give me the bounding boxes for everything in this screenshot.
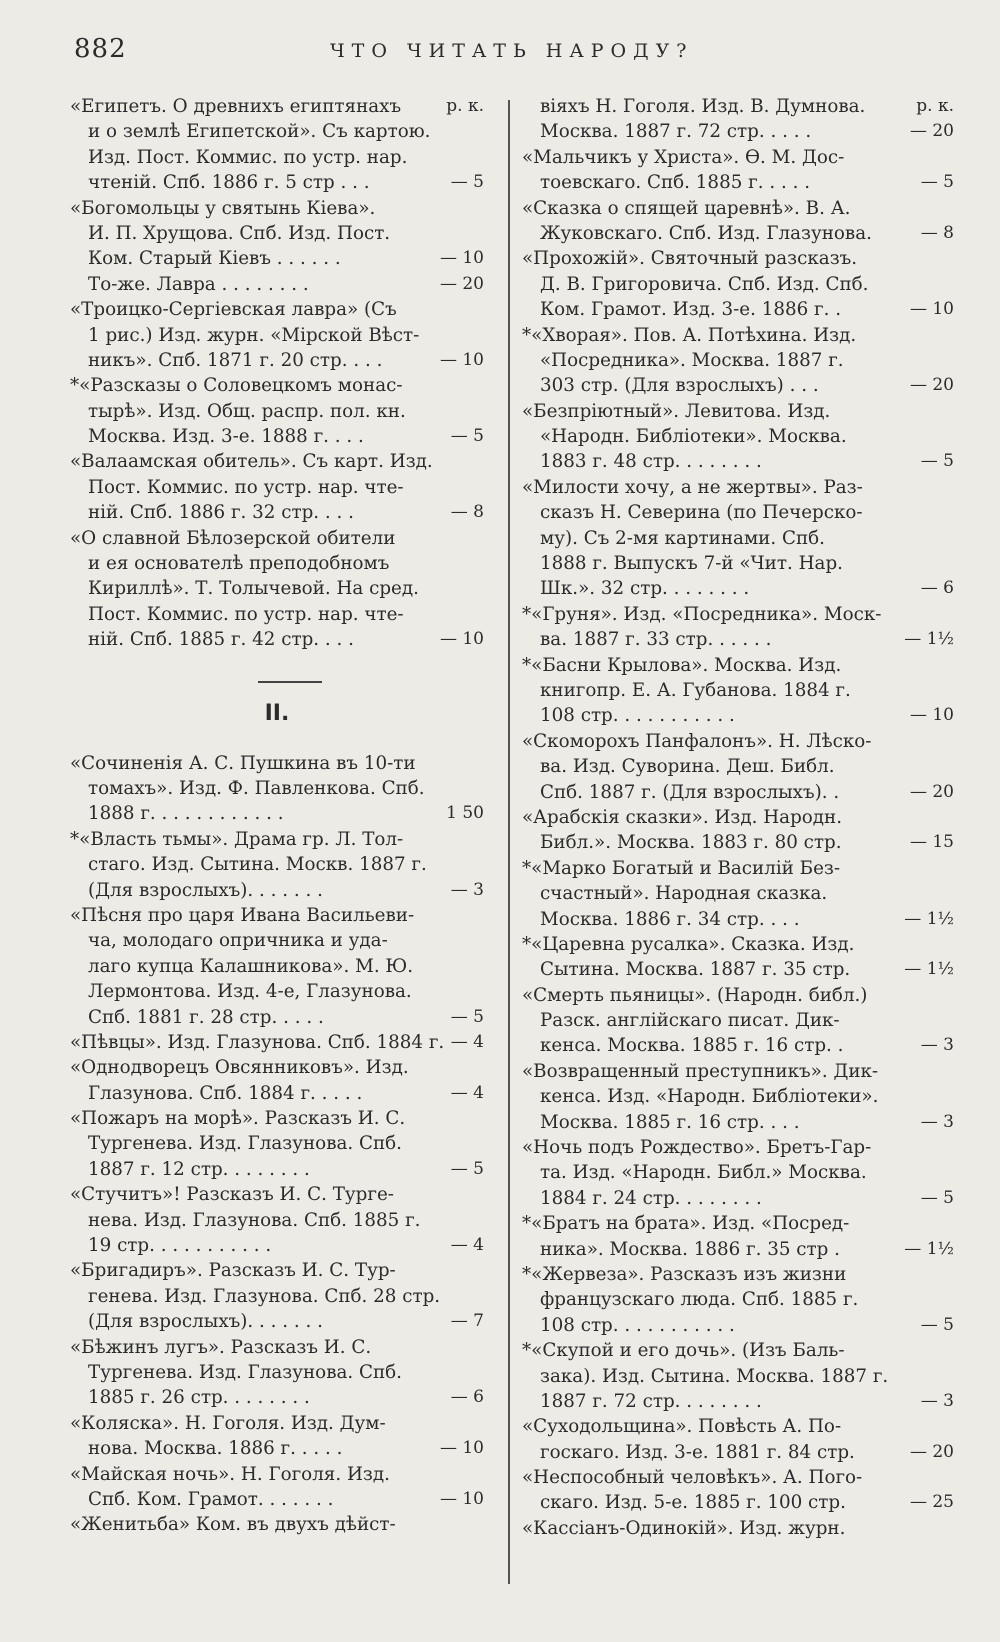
entry-text: *«Хворая». Пов. А. Потѣхина. Изд. — [522, 324, 857, 346]
catalog-line — [522, 754, 954, 779]
page-header — [0, 30, 1000, 74]
entry-text: «Милости хочу, а не жертвы». Раз- — [522, 476, 863, 498]
catalog-line — [522, 703, 954, 728]
catalog-line — [522, 1440, 954, 1465]
entry-text: «Мальчикъ у Христа». Ѳ. М. Дос- — [522, 146, 845, 168]
entry-price: — 6 — [450, 1387, 484, 1408]
entry-price: — 8 — [920, 222, 954, 243]
entry-text: «Народн. Библіотеки». Москва. — [540, 426, 847, 448]
catalog-line — [522, 805, 954, 830]
entry-text: томахъ». Изд. Ф. Павленкова. Спб. — [88, 777, 425, 799]
catalog-line — [70, 1233, 484, 1258]
entry-price: — 5 — [920, 172, 954, 193]
entry-price: — 5 — [450, 426, 484, 447]
catalog-line — [70, 323, 484, 348]
entry-text: Кириллѣ». Т. Толычевой. На сред. — [88, 578, 419, 600]
catalog-line — [522, 1135, 954, 1160]
catalog-line — [522, 145, 954, 170]
entry-price: — 3 — [920, 1035, 954, 1056]
entry-text: «Скоморохъ Панфалонъ». Н. Лѣско- — [522, 730, 872, 752]
entry-price: — 1½ — [904, 959, 954, 980]
catalog-line — [522, 881, 954, 906]
catalog-line — [522, 907, 954, 932]
entry-text: (Для взрослыхъ). . . . . . . — [88, 1311, 323, 1333]
catalog-line — [522, 272, 954, 297]
entry-text: Изд. Пост. Коммис. по устр. нар. — [88, 146, 408, 168]
entry-price: — 20 — [909, 121, 954, 142]
entry-text: «Посредника». Москва. 1887 г. — [540, 349, 844, 371]
entry-text: «Суходольщина». Повѣсть А. По- — [522, 1416, 842, 1438]
entry-price: — 20 — [909, 1441, 954, 1462]
entry-text: 1884 г. 24 стр. . . . . . . . — [540, 1187, 762, 1209]
entry-text: 1888 г. . . . . . . . . . . . — [88, 803, 284, 825]
catalog-line — [522, 196, 954, 221]
catalog-line — [70, 776, 484, 801]
left-column — [70, 94, 484, 1538]
catalog-line — [70, 1157, 484, 1182]
catalog-line — [522, 1211, 954, 1236]
entry-text: Ком. Старый Кіевъ . . . . . . — [88, 248, 341, 270]
entry-text: зака). Изд. Сытина. Москва. 1887 г. — [540, 1365, 889, 1387]
catalog-line — [70, 196, 484, 221]
catalog-line — [522, 246, 954, 271]
catalog-line — [70, 928, 484, 953]
catalog-line — [70, 576, 484, 601]
entry-text: «Троицко-Сергіевская лавра» (Съ — [70, 299, 397, 321]
entry-text: ника». Москва. 1886 г. 35 стр . — [540, 1238, 840, 1260]
entry-text: «Неспособный человѣкъ». А. Пого- — [522, 1467, 863, 1489]
running-title: ЧТО ЧИТАТЬ НАРОДУ? — [330, 40, 694, 62]
entry-price: — 10 — [909, 705, 954, 726]
catalog-line — [522, 1364, 954, 1389]
catalog-line — [70, 1335, 484, 1360]
entry-text: та. Изд. «Народн. Библ.» Москва. — [540, 1162, 867, 1184]
entry-price: — 1½ — [904, 629, 954, 650]
catalog-line — [70, 221, 484, 246]
entry-text: 19 стр. . . . . . . . . . . — [88, 1235, 272, 1257]
catalog-line — [522, 373, 954, 398]
entry-text: (Для взрослыхъ). . . . . . . — [88, 879, 323, 901]
entry-text: чтеній. Спб. 1886 г. 5 стр . . . — [88, 172, 370, 194]
entry-price: — 5 — [920, 451, 954, 472]
catalog-line — [522, 856, 954, 881]
catalog-line — [70, 1258, 484, 1283]
catalog-line — [70, 903, 484, 928]
catalog-line — [522, 678, 954, 703]
entry-price: 1 50 — [446, 803, 484, 824]
entry-text: французскаго люда. Спб. 1885 г. — [540, 1289, 859, 1311]
entry-text: 1887 г. 72 стр. . . . . . . . — [540, 1390, 762, 1412]
entry-text: стаго. Изд. Сытина. Москв. 1887 г. — [88, 854, 427, 876]
entry-text: 1883 г. 48 стр. . . . . . . . — [540, 451, 762, 473]
catalog-line — [70, 1385, 484, 1410]
catalog-line — [522, 1490, 954, 1515]
entry-text: «Пѣвцы». Изд. Глазунова. Спб. 1884 г. — [70, 1031, 445, 1053]
entry-text: «Прохожій». Святочный разсказъ. — [522, 248, 858, 270]
entry-text: Спб. Ком. Грамот. . . . . . . — [88, 1488, 334, 1510]
entry-text: «Бѣжинъ лугъ». Разсказъ И. С. — [70, 1336, 372, 1358]
entry-text: Глазунова. Спб. 1884 г. . . . . — [88, 1082, 363, 1104]
catalog-line — [70, 1487, 484, 1512]
entry-text: *«Марко Богатый и Василій Без- — [522, 857, 841, 879]
catalog-line — [70, 119, 484, 144]
entry-text: «Безпріютный». Левитова. Изд. — [522, 400, 831, 422]
entry-text: ній. Спб. 1886 г. 32 стр. . . . — [88, 502, 354, 524]
catalog-line — [522, 170, 954, 195]
catalog-line — [70, 373, 484, 398]
entry-price: — 4 — [450, 1082, 484, 1103]
catalog-line — [522, 1059, 954, 1084]
entry-text: *«Жервеза». Разсказъ изъ жизни — [522, 1263, 847, 1285]
catalog-line — [70, 1284, 484, 1309]
entry-text: Тургенева. Изд. Глазунова. Спб. — [88, 1133, 402, 1155]
catalog-line — [70, 94, 484, 119]
entry-text: книгопр. Е. А. Губанова. 1884 г. — [540, 679, 851, 701]
column-divider — [508, 100, 510, 1584]
catalog-line — [70, 1512, 484, 1537]
entry-text: «Богомольцы у святынь Кіева». — [70, 197, 376, 219]
entry-text: «Однодворецъ Овсянниковъ». Изд. — [70, 1057, 409, 1079]
entry-text: «Кассіанъ-Одинокій». Изд. журн. — [522, 1517, 846, 1539]
entry-text: «Женитьба» Ком. въ двухъ дѣйст- — [70, 1514, 396, 1536]
catalog-line — [70, 1309, 484, 1334]
catalog-line — [70, 1030, 484, 1055]
catalog-line — [70, 145, 484, 170]
entry-price: — 10 — [439, 248, 484, 269]
catalog-line — [70, 246, 484, 271]
entry-price: — 3 — [450, 879, 484, 900]
catalog-line — [70, 627, 484, 652]
entry-text: 1888 г. Выпускъ 7-й «Чит. Нар. — [540, 553, 843, 575]
entry-text: лаго купца Калашникова». М. Ю. — [88, 955, 414, 977]
entry-text: кенса. Изд. «Народн. Библіотеки». — [540, 1086, 879, 1108]
catalog-line — [522, 1414, 954, 1439]
entry-text: Библ.». Москва. 1883 г. 80 стр. — [540, 832, 842, 854]
catalog-line — [522, 221, 954, 246]
catalog-line — [522, 780, 954, 805]
right-entries — [522, 94, 954, 1541]
entry-price: р. к. — [916, 96, 954, 116]
catalog-line — [522, 1186, 954, 1211]
catalog-line — [70, 399, 484, 424]
entry-text: му). Съ 2-мя картинами. Спб. — [540, 527, 825, 549]
catalog-line — [70, 449, 484, 474]
catalog-line — [70, 602, 484, 627]
catalog-line — [522, 399, 954, 424]
catalog-line — [70, 801, 484, 826]
entry-text: «Пожаръ на морѣ». Разсказъ И. С. — [70, 1108, 406, 1130]
entry-text: тоевскаго. Спб. 1885 г. . . . . — [540, 172, 811, 194]
entry-price: — 25 — [909, 1492, 954, 1513]
entry-text: 1885 г. 26 стр. . . . . . . . — [88, 1387, 310, 1409]
entry-text: *«Басни Крылова». Москва. Изд. — [522, 654, 842, 676]
entry-price: — 3 — [920, 1390, 954, 1411]
catalog-line — [70, 1182, 484, 1207]
entry-text: «О славной Бѣлозерской обители — [70, 527, 396, 549]
entry-text: 108 стр. . . . . . . . . . . — [540, 1314, 735, 1336]
catalog-line — [522, 1237, 954, 1262]
catalog-line — [522, 602, 954, 627]
entry-text: ва. 1887 г. 33 стр. . . . . . — [540, 629, 772, 651]
entry-price: — 6 — [920, 578, 954, 599]
entry-price: — 1½ — [904, 1238, 954, 1259]
entry-price: — 4 — [450, 1235, 484, 1256]
catalog-line — [70, 1055, 484, 1080]
entry-text: «Бригадиръ». Разсказъ И. С. Тур- — [70, 1260, 396, 1282]
catalog-line — [70, 1411, 484, 1436]
entry-price: — 8 — [450, 502, 484, 523]
entry-price: — 10 — [439, 1438, 484, 1459]
entry-text: «Валаамская обитель». Съ карт. Изд. — [70, 451, 433, 473]
entry-price: — 5 — [450, 1158, 484, 1179]
entry-text: сказъ Н. Северина (по Печерско- — [540, 502, 863, 524]
catalog-line — [522, 449, 954, 474]
section-heading: II. — [264, 700, 290, 726]
catalog-line — [522, 1110, 954, 1135]
entry-text: нова. Москва. 1886 г. . . . . — [88, 1438, 343, 1460]
right-column — [522, 94, 954, 1541]
entry-text: «Коляска». Н. Гоголя. Изд. Дум- — [70, 1412, 386, 1434]
entry-text: То-же. Лавра . . . . . . . . — [88, 273, 309, 295]
entry-text: Жуковскаго. Спб. Изд. Глазунова. — [540, 222, 872, 244]
catalog-line — [522, 1516, 954, 1541]
entry-text: Разск. англійскаго писат. Дик- — [540, 1010, 840, 1032]
catalog-line — [522, 1160, 954, 1185]
catalog-line — [70, 1462, 484, 1487]
entry-text: 1 рис.) Изд. журн. «Мірской Вѣст- — [88, 324, 420, 346]
catalog-line — [522, 119, 954, 144]
entry-text: «Пѣсня про царя Ивана Васильеви- — [70, 904, 415, 926]
entry-price: р. к. — [446, 96, 484, 116]
entry-price: — 5 — [920, 1187, 954, 1208]
catalog-line — [522, 1287, 954, 1312]
entry-text: Пост. Коммис. по устр. нар. чте- — [88, 603, 404, 625]
catalog-line — [522, 830, 954, 855]
entry-text: Москва. Изд. 3-е. 1888 г. . . . — [88, 426, 364, 448]
catalog-line — [522, 475, 954, 500]
catalog-line — [522, 297, 954, 322]
catalog-line — [522, 576, 954, 601]
catalog-line — [522, 1008, 954, 1033]
entry-price: — 4 — [450, 1031, 484, 1052]
catalog-line — [522, 983, 954, 1008]
catalog-line — [70, 1081, 484, 1106]
catalog-line — [70, 954, 484, 979]
entry-text: «Майская ночь». Н. Гоголя. Изд. — [70, 1463, 390, 1485]
entry-price: — 10 — [439, 1488, 484, 1509]
entry-price: — 5 — [450, 1006, 484, 1027]
catalog-line — [70, 1106, 484, 1131]
entry-text: Пост. Коммис. по устр. нар. чте- — [88, 476, 404, 498]
entry-text: Лермонтова. Изд. 4-е, Глазунова. — [88, 981, 412, 1003]
catalog-line — [70, 475, 484, 500]
catalog-line — [70, 272, 484, 297]
catalog-line — [70, 878, 484, 903]
entry-text: и о землѣ Египетской». Съ картою. — [88, 121, 431, 143]
entry-text: *«Братъ на брата». Изд. «Посред- — [522, 1213, 850, 1235]
entry-text: Москва. 1887 г. 72 стр. . . . . — [540, 121, 812, 143]
left-entries-bottom — [70, 751, 484, 1538]
entry-text: «Сказка о спящей царевнѣ». В. А. — [522, 197, 851, 219]
catalog-line — [522, 551, 954, 576]
entry-text: «Ночь подъ Рождество». Бретъ-Гар- — [522, 1137, 872, 1159]
entry-price: — 10 — [439, 629, 484, 650]
catalog-line — [70, 1005, 484, 1030]
entry-text: «Сочиненія А. С. Пушкина въ 10-ти — [70, 752, 416, 774]
entry-text: ній. Спб. 1885 г. 42 стр. . . . — [88, 629, 354, 651]
left-entries-top — [70, 94, 484, 653]
entry-price: — 20 — [909, 375, 954, 396]
catalog-line — [70, 1131, 484, 1156]
catalog-line — [522, 653, 954, 678]
entry-text: *«Власть тьмы». Драма гр. Л. Тол- — [70, 828, 404, 850]
entry-text: «Арабскія сказки». Изд. Народн. — [522, 806, 843, 828]
entry-text: скаго. Изд. 5-е. 1885 г. 100 стр. — [540, 1492, 846, 1514]
entry-text: счастный». Народная сказка. — [540, 883, 828, 905]
catalog-line — [522, 1084, 954, 1109]
catalog-line — [522, 957, 954, 982]
catalog-line — [70, 297, 484, 322]
entry-text: И. П. Хрущова. Спб. Изд. Пост. — [88, 222, 391, 244]
catalog-line — [522, 424, 954, 449]
catalog-line — [70, 852, 484, 877]
entry-text: «Стучитъ»! Разсказъ И. С. Турге- — [70, 1184, 394, 1206]
catalog-line — [522, 1389, 954, 1414]
entry-text: Ком. Грамот. Изд. 3-е. 1886 г. . — [540, 299, 842, 321]
catalog-line — [522, 500, 954, 525]
entry-text: *«Скупой и его дочь». (Изъ Баль- — [522, 1340, 845, 1362]
catalog-line — [70, 751, 484, 776]
entry-price: — 15 — [909, 832, 954, 853]
entry-text: «Возвращенный преступникъ». Дик- — [522, 1060, 879, 1082]
catalog-line — [70, 526, 484, 551]
entry-text: «Египетъ. О древнихъ египтянахъ — [70, 96, 402, 117]
entry-text: *«Царевна русалка». Сказка. Изд. — [522, 933, 855, 955]
entry-text: и ея основателѣ преподобномъ — [88, 553, 390, 575]
entry-text: Москва. 1885 г. 16 стр. . . . — [540, 1111, 800, 1133]
entry-price: — 20 — [909, 781, 954, 802]
catalog-line — [70, 348, 484, 373]
entry-text: ва. Изд. Суворина. Деш. Библ. — [540, 756, 835, 778]
catalog-line — [70, 424, 484, 449]
catalog-line — [70, 1360, 484, 1385]
catalog-line — [70, 979, 484, 1004]
catalog-line — [70, 1208, 484, 1233]
catalog-line — [70, 500, 484, 525]
entry-price: — 5 — [920, 1314, 954, 1335]
catalog-line — [522, 1033, 954, 1058]
entry-text: Сытина. Москва. 1887 г. 35 стр. — [540, 959, 851, 981]
entry-price: — 1½ — [904, 908, 954, 929]
catalog-line — [522, 1338, 954, 1363]
entry-text: *«Груня». Изд. «Посредника». Моск- — [522, 603, 882, 625]
catalog-line — [522, 1465, 954, 1490]
section-divider — [258, 681, 322, 683]
catalog-line — [70, 551, 484, 576]
entry-price: — 20 — [439, 273, 484, 294]
entry-text: Шк.». 32 стр. . . . . . . . — [540, 578, 750, 600]
entry-text: нева. Изд. Глазунова. Спб. 1885 г. — [88, 1209, 421, 1231]
catalog-line — [522, 348, 954, 373]
entry-text: «Смерть пьяницы». (Народн. библ.) — [522, 984, 868, 1006]
entry-text: *«Разсказы о Соловецкомъ монас- — [70, 375, 403, 397]
entry-price: — 10 — [909, 299, 954, 320]
entry-price: — 7 — [450, 1311, 484, 1332]
entry-text: Москва. 1886 г. 34 стр. . . . — [540, 908, 800, 930]
entry-text: генева. Изд. Глазунова. Спб. 28 стр. — [88, 1285, 441, 1307]
catalog-line — [522, 1313, 954, 1338]
entry-text: ча, молодаго опричника и уда- — [88, 930, 388, 952]
catalog-line — [522, 932, 954, 957]
catalog-line — [522, 526, 954, 551]
entry-price: — 3 — [920, 1111, 954, 1132]
entry-text: Тургенева. Изд. Глазунова. Спб. — [88, 1361, 402, 1383]
entry-text: кенса. Москва. 1885 г. 16 стр. . — [540, 1035, 844, 1057]
catalog-line — [522, 627, 954, 652]
entry-text: никъ». Спб. 1871 г. 20 стр. . . . — [88, 349, 383, 371]
entry-text: Спб. 1881 г. 28 стр. . . . . — [88, 1006, 324, 1028]
catalog-line — [522, 1262, 954, 1287]
page-number: 882 — [74, 34, 127, 64]
catalog-line — [70, 170, 484, 195]
entry-text: Спб. 1887 г. (Для взрослыхъ). . — [540, 781, 840, 803]
catalog-line — [522, 729, 954, 754]
entry-text: тырѣ». Изд. Общ. распр. пол. кн. — [88, 400, 406, 422]
entry-price: — 5 — [450, 172, 484, 193]
entry-text: віяхъ Н. Гоголя. Изд. В. Думнова. — [540, 96, 866, 117]
catalog-line — [70, 1436, 484, 1461]
entry-text: Д. В. Григоровича. Спб. Изд. Спб. — [540, 273, 869, 295]
entry-text: 1887 г. 12 стр. . . . . . . . — [88, 1158, 310, 1180]
catalog-line — [70, 827, 484, 852]
entry-text: 108 стр. . . . . . . . . . . — [540, 705, 735, 727]
entry-price: — 10 — [439, 349, 484, 370]
catalog-line — [522, 323, 954, 348]
entry-text: 303 стр. (Для взрослыхъ) . . . — [540, 375, 819, 397]
catalog-line — [522, 94, 954, 119]
entry-text: госкаго. Изд. 3-е. 1881 г. 84 стр. — [540, 1441, 855, 1463]
